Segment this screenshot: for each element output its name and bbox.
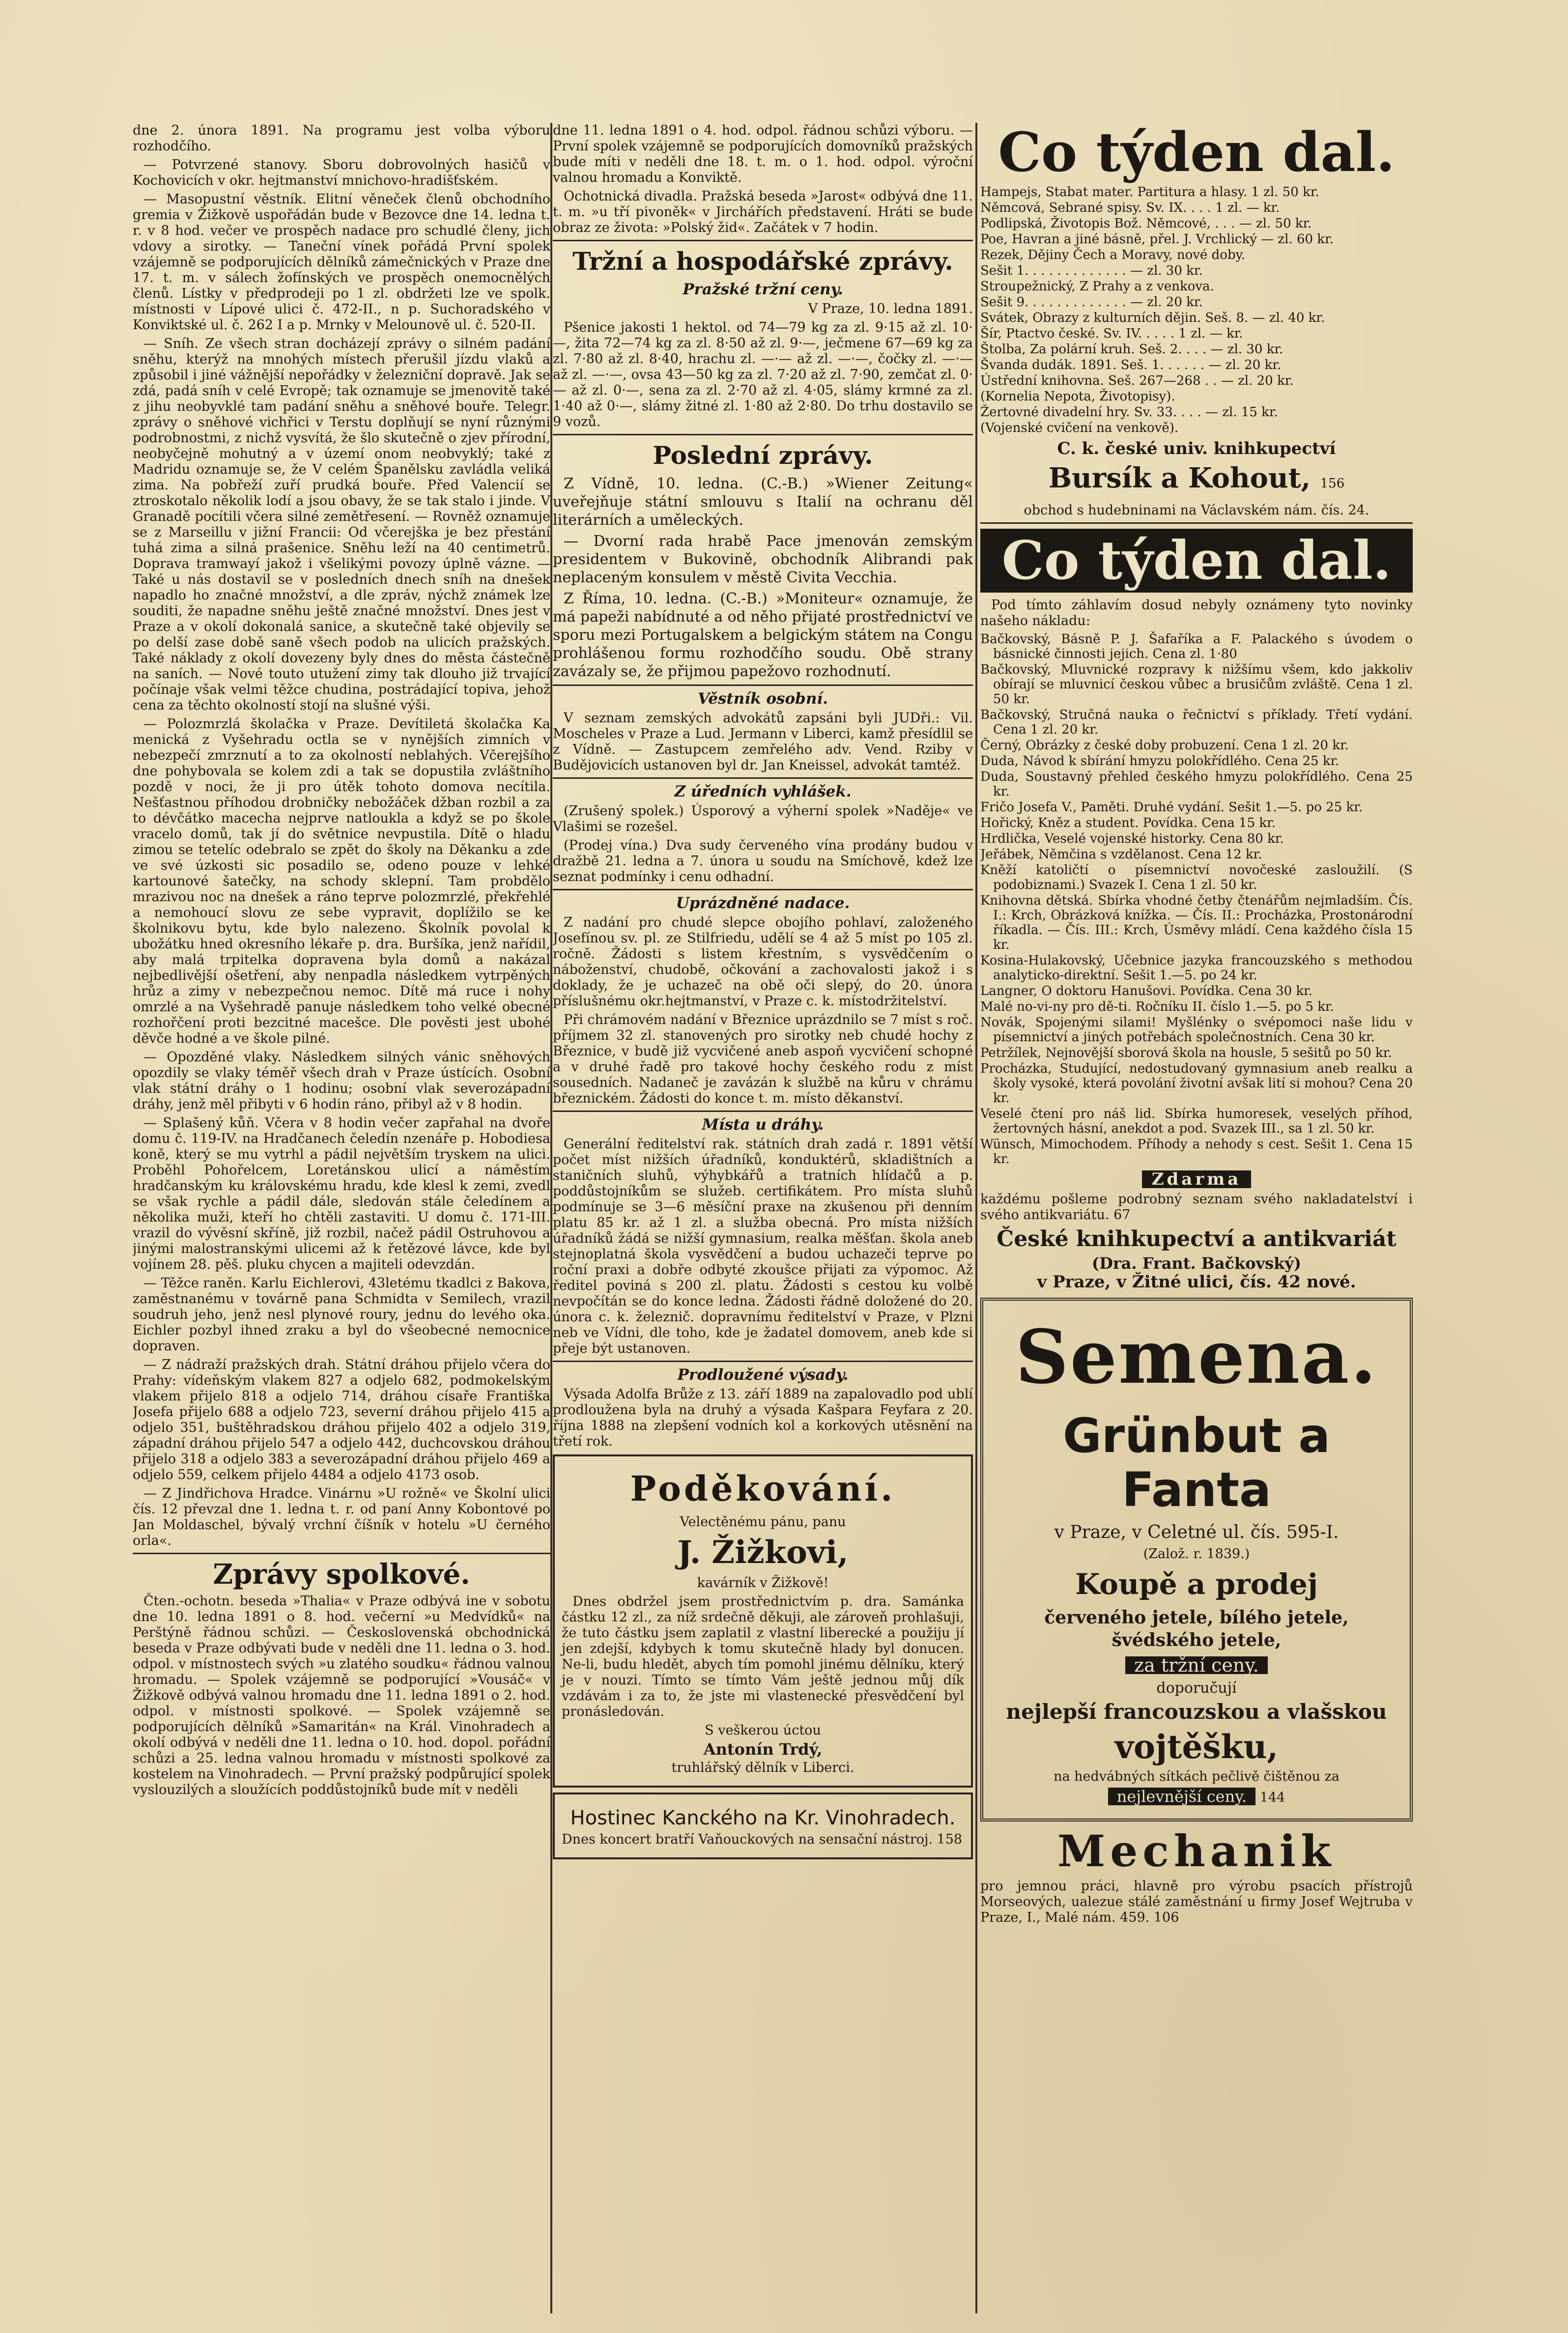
text-paragraph: — Masopustní věstník. Elitní věneček členů obchodního gremia v Žižkově uspořádán bude v Bezovce dne 14. ledna t. r. v 8 hod. večer ve prospěch nadace pro schudlé členy, jich vdovy a sirotky. — Taneční vínek pořádá První spolek vzájemně se podporujících dělníků zámečnických v Praze dne 17. t. m. v sálech žofínských ve prospěch onemocnělých členů. Lístky v předprodeji po 1 zl. obdržeti lze ve spolk. místnosti v Lípové ulici č. 472-II., n p. Suchoradského v Konviktské ul. č. 262 I a p. Mrnky v Melounově ul. č. 520-II. bbox=[133, 192, 550, 333]
ad-heading: Koupě a prodej bbox=[1075, 1567, 1318, 1601]
dateline: V Praze, 10. ledna 1891. bbox=[808, 301, 973, 316]
book-list-item: (Kornelia Nepota, Životopisy). bbox=[980, 389, 1175, 404]
text-paragraph: (Zrušený spolek.) Úsporový a výherní spolek »Naděje« ve Vlašimi se rozešel. bbox=[553, 803, 973, 834]
book-list-1 bbox=[980, 185, 1413, 435]
ad-number: 158 bbox=[937, 1832, 963, 1847]
ad-title bbox=[980, 462, 1413, 500]
text-paragraph: — Dvorní rada hrabě Pace jmenován zemským presidentem v Bukovině, obchodník Alibrandi pak neplaceným konsulem v městě Civita Vecchia. bbox=[553, 533, 973, 586]
book-list-item: Hampejs, Stabat mater. Partitura a hlasy. 1 zl. 50 kr. bbox=[980, 185, 1319, 199]
book-list-item: Procházka, Studující, nedostudovaný gymnasium aneb realku a školy vysoké, která povolání životní avšak lití si mohou? Cena 20 kr. bbox=[980, 1061, 1413, 1106]
section-divider bbox=[133, 1553, 550, 1554]
book-list-item: Štolba, Za polární kruh. Seš. 2. . . . — zl. 30 kr. bbox=[980, 342, 1283, 357]
book-list-item: Duda, Návod k sbírání hmyzu polokřídlého. Cena 25 kr. bbox=[980, 754, 1340, 768]
section-divider bbox=[553, 684, 973, 686]
section-heading: Zprávy spolkové. bbox=[213, 1558, 470, 1591]
book-list-item: Žertovné divadelní hry. Sv. 33. . . . — zl. 15 kr. bbox=[980, 405, 1278, 420]
text-paragraph: dne 11. ledna 1891 o 4. hod. odpol. řádnou schůzi výboru. — První spolek vzájemně se podporujících domovníků pražských bude míti v neděli dne 18. t. m. o 1. hod. odpol. výroční valnou hromadu a Konviktě. bbox=[553, 123, 973, 185]
sub-heading: Místa u dráhy. bbox=[702, 1116, 824, 1134]
book-list-item: Stroupežnický, Z Prahy a z venkova. bbox=[980, 279, 1214, 294]
sub-heading: Pražské tržní ceny. bbox=[683, 281, 843, 298]
section-heading: Poslední zprávy. bbox=[653, 441, 873, 470]
column-1 bbox=[133, 123, 550, 2313]
text-paragraph: — Z Jindřichova Hradce. Vinárnu »U rožně« ve Školní ulici čís. 12 převzal dne 1. ledna t. r. od paní Anny Kobontové po Jan Moldaschel, bývalý vrchní číšník v hotelu »U černého orla«. bbox=[133, 1486, 550, 1548]
ad-banner bbox=[980, 1170, 1413, 1189]
ad-title: Hostinec Kanckého na Kr. Vinohradech. bbox=[570, 1807, 956, 1829]
headline-co-tyden-dal-black: Co týden dal. bbox=[980, 529, 1413, 593]
book-list-2 bbox=[980, 632, 1413, 1166]
book-list-item: Fričo Josefa V., Paměti. Druhé vydání. Sešit 1.—5. po 25 kr. bbox=[980, 800, 1363, 815]
text-paragraph: Z Vídně, 10. ledna. (C.-B.) »Wiener Zeitung« uveřejňuje státní smlouvu s Italií na ochranu děl literárních a uměleckých. bbox=[553, 475, 973, 529]
ad-heading: vojtěšku, bbox=[1114, 1728, 1279, 1766]
book-list-item: Poe, Havran a jiné básně, přel. J. Vrchlický — zl. 60 kr. bbox=[980, 232, 1334, 247]
ad-title: Semena. bbox=[1015, 1314, 1378, 1400]
sub-heading: Prodloužené výsady. bbox=[677, 1366, 849, 1384]
book-list-item: Ústřední knihovna. Seš. 267—268 . . — zl. 20 kr. bbox=[980, 373, 1294, 388]
ad-text: truhlářský dělník v Liberci. bbox=[671, 1760, 855, 1775]
text-paragraph: — Z nádraží pražských drah. Státní dráhou přijelo včera do Prahy: vídeňským vlakem 827 a odjelo 682, podmokelským vlakem přijelo 818 a odjelo 714, dráhou císaře Františka Josefa přijelo 688 a odjelo 723, severní dráhou přijelo 415 a odjelo 351, buštěhradskou dráhou přijelo 402 a odjelo 319, západní dráhou přijelo 547 a odjelo 442, duchcovskou dráhou přijelo 318 a odjelo 383 a severozápadní dráhou přijelo 469 a odjelo 559, celkem přijelo 4484 a odjelo 4173 osob. bbox=[133, 1357, 550, 1482]
book-list-item: Duda, Soustavný přehled českého hmyzu polokřídlého. Cena 25 kr. bbox=[980, 769, 1413, 799]
book-list-item: Malé no-vi-ny pro dě-ti. Ročníku II. číslo 1.—5. po 5 kr. bbox=[980, 999, 1334, 1014]
ad-text bbox=[980, 1878, 1413, 1926]
ad-title: Poděkování. bbox=[630, 1468, 896, 1509]
ad-title-mechanik: Mechanik bbox=[1057, 1825, 1336, 1877]
ad-body: Dnes koncert bratří Vaňouckových na sensační nástroj. bbox=[562, 1832, 933, 1847]
book-list-item: Svátek, Obrazy z kulturních dějin. Seš. 8. — zl. 40 kr. bbox=[980, 311, 1325, 325]
column-rule-2 bbox=[975, 123, 977, 2313]
text-paragraph: Čten.-ochotn. beseda »Thalia« v Praze odbývá ine v sobotu dne 10. ledna 1891 o 8. hod. večerní »u Medvídků« na Perštýně řádnou schůzi. — Československá obchodnická beseda v Praze odbývati bude v neděli dne 11. ledna o 3. hod. odpol. v místnostech svých »u zlatého soudku« řádnou valnou hromadu. — Spolek vzájemně se podporující »Vousáč« v Žižkově odbývá valnou hromadu dne 11. ledna 1891 o 2. hod. odpol. v místnosti spolkové. — Spolek vzájemně se podporujících dělníků »Samaritán« na Král. Vinohradech a okolí odbývá v neděli dne 11. ledna o 10. hod. dopol. pořádní schůzi a 25. ledna valnou hromadu v místnosti spolkové za kostelem na Vinohradech. — První pražský podpůrující spolek vyslouzilých a sloužících poddůstojníků bude mít v neděli bbox=[133, 1593, 550, 1797]
ad-banner bbox=[993, 1656, 1400, 1676]
text-paragraph: — Polozmrzlá školačka v Praze. Devítiletá školačka Ka menická z Vyšehradu octla se v nynějších zimních v nebezpečí zmrznutí a to za okolností neblahých. Včerejšího dne pohybovala se kolem zdi a tak se dopustila zvláštního pozdě v noci, že ji pro útěk tohoto domova necítila. Nešťastnou příhodou drobničky nebožáček džban rozbil a za to dévčátko macecha nejprve natloukla a když se po škole vracelo domů, tak jí do světnice nevpustila. Dítě o hladu zimou se tetelíc odebralo se zpět do školy na Děkanku a zde ve své úzkosti sic posadilo se, odeno pouze v lehké kartounové šatečky, na schody sklepní. Tam probdělo mrazivou noc na dnešek a ráno teprve polozmrzlé, překřehlé a nemohoucí slovu ze sebe vypravit, doplížilo se ke školnikovu bytu, kde bylo nalezeno. Školník povolal k ubožátku hned okresního lékaře p. dra. Buršíka, jenž nařídil, aby malá trpitelka dopravena byla domů a nakázal nejbedlivější ošetření, aby nenpadla následkem vytrpěných hrůz a zimy v nebezpečnou nemoc. Dítě má ruce i nohy omrzlé a na Vyšehradě panuje následkem toho velké obecné rozhořčení proti bezcitné macešce. Dle pověsti jest ubohé děvče hodné a ve škole pilné. bbox=[133, 716, 550, 1046]
text-paragraph: Z nadání pro chudé slepce obojího pohlaví, založeného Josefínou sv. pl. ze Stilfriedu, udělí se 4 až 5 míst po 105 zl. ročně. Žádosti s listem křestním, s vysvědčením o náboženství, chudobě, očkování a zachovalosti jakož i s doklady, že je uchazeč na obě oči slepý, do 20. února příslušnému okr.hejtmanství, v Praze c. k. místodržitelství. bbox=[553, 915, 973, 1009]
book-list-item: Novák, Spojenými silami! Myšlénky o svépomoci naše lidu v písemnictví a jiných potřebách společnostních. Cena 30 kr. bbox=[980, 1015, 1413, 1045]
section-divider bbox=[553, 889, 973, 890]
ad-text: Velectěnému pánu, panu bbox=[680, 1514, 846, 1530]
ad-signature: Antonín Trdý, bbox=[703, 1740, 823, 1759]
ad-address: v Praze, v Žitné ulici, čís. 42 nové. bbox=[1037, 1272, 1356, 1292]
section-heading: Tržní a hospodářské zprávy. bbox=[572, 247, 953, 276]
section-divider bbox=[553, 240, 973, 241]
text-paragraph: Při chrámovém nadání v Březnice uprázdnilo se 7 míst s roč. příjmem 32 zl. stanovených pro sirotky neb chudé hochy z Březnice, v budě již vycvičené aneb aspoň vycvičení schopné a v druhé řadě pro takové hochy českého rodu z míst sousedních. Nadaneč je zavázán k službě na kůru v chrámu březnickém. Žádosti do konce t. m. místo děkanství. bbox=[553, 1012, 973, 1106]
book-list-item: Hořický, Kněz a student. Povídka. Cena 15 kr. bbox=[980, 816, 1276, 830]
book-list-item: Černý, Obrázky z české doby probuzení. Cena 1 zl. 20 kr. bbox=[980, 738, 1349, 753]
text-paragraph: — Těžce raněn. Karlu Eichlerovi, 43letému tkadlci z Bakova, zaměstnanému v továrně pana Schmidta v Semilech, vrazil soudruh jeho, jenž nesl plynové roury, jednu do levého oka. Eichler pozbyl ihned zraku a byl do všeobecné nemocnice dopraven. bbox=[133, 1276, 550, 1354]
section-divider bbox=[553, 434, 973, 435]
text-paragraph: — Potvrzené stanovy. Sboru dobrovolných hasičů v Kochovicích v okr. hejtmanství mnichovo-hradišťském. bbox=[133, 157, 550, 188]
ad-text: obchod s hudebninami na Václavském nám. čís. 24. bbox=[1024, 503, 1369, 518]
ad-name: J. Žižkovi, bbox=[677, 1534, 849, 1571]
text-paragraph: Z Říma, 10. ledna. (C.-B.) »Moniteur« oznamuje, že má papeži nabídnuté a od něho přijaté prostřednictví ve sporu mezi Portugalskem a belgickým státem na Congu prohlášenou formu rozhodčího soudu. Obě strany zavázaly se, že přijmou papežovo rozhodnutí. bbox=[553, 590, 973, 680]
section-divider bbox=[553, 777, 973, 779]
column-2 bbox=[553, 123, 973, 2313]
book-list-item: Sešit 9. . . . . . . . . . . . . — zl. 20 kr. bbox=[980, 295, 1203, 310]
ad-text: (Založ. r. 1839.) bbox=[1143, 1546, 1250, 1562]
book-list-item: Bačkovský, Stručná nauka o řečnictví s příklady. Třetí vydání. Cena 1 zl. 20 kr. bbox=[980, 708, 1413, 737]
text-paragraph: — Splašený kůň. Včera v 8 hodin večer zapřahal na dvoře domu č. 119-IV. na Hradčanech čeledín nzenáře p. Hobodiesa koně, který se mu vytrhl a pádil největším tryskem na ulici. Proběhl Pohořelcem, Loretánskou ulicí a náměstím hradčanským ku královskému hradu, kde klesl k zemi, zvedl se však rychle a pádil dále, sledován stále čeledínem a několika muži, kteří ho chtěli zastaviti. U domu č. 171-III. vrazil do vývěsní skříně, již rozbil, načež pádil Ostruhovou a jinými malostranskými ulicemi až k řetězové lávce, kde byl vojínem 28. pěš. pluku chycen a majiteli odevzdán. bbox=[133, 1115, 550, 1272]
section-divider bbox=[553, 1110, 973, 1112]
ad-banner-text: nejlevnější ceny. bbox=[1108, 1788, 1255, 1805]
column-3 bbox=[980, 123, 1413, 2313]
book-list-item: Švanda dudák. 1891. Seš. 1. . . . . . — zl. 20 kr. bbox=[980, 358, 1282, 372]
text-paragraph: V seznam zemských advokátů zapsáni byli JUDři.: Vil. Moscheles v Praze a Lud. Jermann v Liberci, kamž přesídlil se z Vídně. — Zastupcem zemřelého adv. Vend. Rziby v Budějovicích ustanoven byl dr. Jan Kneissel, advokát tamtéž. bbox=[553, 711, 973, 773]
book-list-item: Kosina-Hulakovský, Učebnice jazyka francouzského s methodou analyticko-direktní. Sešit 1.—5. po 24 kr. bbox=[980, 953, 1413, 983]
book-list-item: Podlipská, Životopis Bož. Němcové, . . . — zl. 50 kr. bbox=[980, 216, 1312, 231]
ad-text: C. k. české univ. knihkupectví bbox=[1057, 439, 1336, 458]
book-list-item: Bačkovský, Mluvnické rozpravy k nižšímu všem, kdo jakkoliv obírají se mluvnicí českou vůbec a brusičům zvláště. Cena 1 zl. 50 kr. bbox=[980, 662, 1413, 707]
sub-heading: Z úředních vyhlášek. bbox=[674, 783, 852, 800]
book-list-item: Bačkovský, Básně P. J. Šafaříka a F. Palackého s úvodem o básnické činnosti jejich. Cena zl. 1·80 bbox=[980, 632, 1413, 661]
ad-text: S veškerou úctou bbox=[705, 1723, 821, 1738]
ad-number: 106 bbox=[1153, 1910, 1179, 1925]
book-list-item: Petržílek, Nejnovější sborová škola na housle, 5 sešitů po 50 kr. bbox=[980, 1046, 1392, 1060]
section-divider bbox=[553, 1361, 973, 1362]
book-list-item: Veselé čtení pro náš lid. Sbírka humoresek, veselých příhod, žertovných hásní, anekdot a pod. Svazek III., sa 1 zl. 50 kr. bbox=[980, 1107, 1413, 1136]
book-list-item: Hrdlička, Veselé vojenské historky. Cena 80 kr. bbox=[980, 831, 1284, 846]
ad-firm: Grünbut a Fanta bbox=[1063, 1408, 1330, 1517]
ad-text: na hedvábných sítkách pečlivě čištěnou za bbox=[1054, 1769, 1340, 1784]
text-paragraph: Pšenice jakosti 1 hektol. od 74—79 kg za zl. 9·15 až zl. 10·—, žita 72—74 kg za zl. 8·50 až zl. 9·—, ječmene 67—69 kg za zl. 7·80 až zl. 8·40, hrachu zl. —·— až zl. —·—, čočky zl. —·— až zl. —·—, ovsa 43—50 kg za zl. 7·20 až zl. 7·90, zemčat zl. 0·— až zl. 0·—, sena za zl. 2·70 až zl. 4·05, slámy krmné za zl. 1·40 až 0·—, slámy žitné zl. 1·80 až 2·80. Do trhu dostavilo se 9 vozů. bbox=[553, 320, 973, 429]
sub-heading: Věstník osobní. bbox=[698, 690, 828, 708]
book-list-item: Sešit 1. . . . . . . . . . . . . — zl. 30 kr. bbox=[980, 263, 1203, 278]
book-list-item: Langner, O doktoru Hanušovi. Povídka. Cena 30 kr. bbox=[980, 984, 1313, 998]
section-divider bbox=[980, 522, 1413, 524]
text-paragraph: dne 2. února 1891. Na programu jest volba výboru rozhodčího. bbox=[133, 123, 550, 154]
book-list-item: Němcová, Sebrané spisy. Sv. IX. . . . 1 zl. — kr. bbox=[980, 200, 1280, 215]
headline-co-tyden-dal: Co týden dal. bbox=[998, 123, 1395, 184]
text-paragraph: Výsada Adolfa Brůže z 13. září 1889 na zapalovadlo pod ublí prodloužena byla na druhý a výsada Kašpara Feyfara z 20. října 1888 na zlepšení vodních kol a korkových utěsnění na třetí rok. bbox=[553, 1387, 973, 1449]
ad-banner bbox=[993, 1788, 1400, 1806]
ad-title: České knihkupectví a antikvariát bbox=[997, 1226, 1397, 1252]
text-paragraph: (Prodej vína.) Dva sudy červeného vína prodány budou v dražbě 21. ledna a 7. února u soudu na Smíchově, kdež lze seznat podmínky i cenu odhadní. bbox=[553, 838, 973, 884]
ad-text bbox=[980, 1192, 1413, 1223]
ad-text: nejlepší francouzskou a vlašskou bbox=[1006, 1700, 1387, 1724]
zdarma-banner: Zdarma bbox=[1142, 1170, 1252, 1188]
sub-heading: Uprázdněné nadace. bbox=[676, 894, 850, 912]
column-rule-1 bbox=[550, 123, 552, 2313]
book-list-item: Jeřábek, Němčina s vzdělanost. Cena 12 kr. bbox=[980, 847, 1262, 862]
book-list-item: Knihovna dětská. Sbírka vhodné četby čtenářům nejmladším. Čís. I.: Krch, Obrázková knížka. — Čís. II.: Procházka, Prostonárodní říkadla. — Čís. III.: Krch, Úsměvy mládí. Cena každého čísla 15 kr. bbox=[980, 893, 1413, 952]
ad-number: 156 bbox=[1320, 476, 1345, 491]
ad-address: v Praze, v Celetné ul. čís. 595-I. bbox=[1054, 1522, 1339, 1542]
ad-text: doporučují bbox=[1156, 1679, 1237, 1697]
ad-text: červeného jetele, bílého jetele, švédského jetele, bbox=[1044, 1607, 1349, 1650]
ad-name: Bursík a Kohout, bbox=[1048, 462, 1311, 494]
text-paragraph: — Sníh. Ze všech stran docházejí zprávy o silném padání sněhu, kterýž na mnohých místech přerušil jízdu vlaků a způsobil i jiné vážnější nepořádky v železniční dopravě. Jak se zdá, padá sníh v celé Evropě; tak oznamuje se jmenovitě také z jihu neobyvklé tam padání sněhu a sněhové bouře. Telegr. zprávy o sněhové vichřici v Terstu doplňují se nyní různými podrobnostmi, z nichž vysvítá, že šlo skutečně o zjev přírodní, neobyčejně mohutný a v území onom neobvyklý; také z Madridu oznamuje se, že V celém Španělsku zavládla veliká zima. Na pobřeží zuří prudká bouře. Před Valencií se ztroskotalo několik lodí a jsou obavy, že se tak stalo i jinde. V Granadě pocítili včera silné zemětřesení. — Rovněž oznamuje se z Marseillu v jižní Francii: Od včerejška je bez přestání tuhá zima a silná prašenice. Sněhu leží na 40 centimetrů. Doprava tramwayí jakož i všelikými povozy úplně vázne. — Také u nás dostavil se v posledních dnech sníh na dnešek napadlo ho značné množství, a dle zpráv, nýchž známek lze souditi, že napadne sněhu ještě značné množství. Dnes jest v Praze a v okolí dokonalá sanice, a skutečně také objevily se po delší zase době saně všech podob na ulicích pražských. Také náklady z okolí dovezeny byly dnes do města částečně na saních. — Nové touto utužení zimy tak dlouho již trvající počínaje však velmi těžce chudina, postrádající topiva, jehož cena za těchto okolností stojí na slušné výši. bbox=[133, 336, 550, 713]
book-list-item: Šír, Ptactvo české. Sv. IV. . . . . 1 zl. — kr. bbox=[980, 326, 1243, 341]
ad-banner-text: za tržní ceny. bbox=[1125, 1656, 1268, 1674]
ad-text: kavárník v Žižkově! bbox=[697, 1575, 829, 1591]
ad-text: Pod tímto záhlavím dosud nebyly oznámeny tyto novinky našeho nákladu: bbox=[980, 597, 1413, 628]
text-paragraph: Ochotnická divadla. Pražská beseda »Jarost« odbývá dne 11. t. m. »u tří pivoněk« v Jirchářích představení. Hráti se bude obraz ze života: »Polský žid«. Začátek v 7 hodin. bbox=[553, 189, 973, 235]
ad-text: Dnes obdržel jsem prostřednictvím p. dra. Samánka částku 12 zl., za níž srdečně děkuji, ale zároveň prohlašuji, že tuto částku jsem zaplatil z vlastní liberecké a použiju jí jen zdejší, kdybych k tomu skutečně hlady byl donucen. Ne-li, budu hledět, abych tím pomohl jinému dělníku, který je v nouzi. Tímto se tímto Vám ještě jednou můj dík vzdávám i za to, že jste mi vlastenecké přesvědčení byl pronásledován. bbox=[562, 1594, 964, 1719]
advertisement-thanks bbox=[553, 1454, 973, 1788]
ad-text: (Dra. Frant. Bačkovský) bbox=[1091, 1254, 1302, 1273]
book-list-item: Kněží katoličtí o písemnictví novočeské zasloužilí. (S podobiznami.) Svazek I. Cena 1 zl. 50 kr. bbox=[980, 863, 1413, 892]
ad-body: pro jemnou práci, hlavně pro výrobu psacích přístrojů Morseových, ualezue stálé zaměstnání u firmy Josef Wejtruba v Praze, I., Malé nám. 459. bbox=[980, 1878, 1413, 1925]
book-list-item: Rezek, Dějiny Čech a Moravy, nové doby. bbox=[980, 248, 1246, 262]
ad-body: každému pošleme podrobný seznam svého nakladatelství i svého antikvariátu. bbox=[980, 1192, 1413, 1223]
text-paragraph: — Opozděné vlaky. Následkem silných vánic sněhových opozdily se vlaky téměř všech drah v Praze ústících. Osobní vlak státní dráhy o 1 hodinu; osobní vlak severozápadní dráhy, jenž měl přibyti v 6 hodin ráno, přibyl až v 8 hodin. bbox=[133, 1050, 550, 1112]
book-list-item: Wünsch, Mimochodem. Příhody a nehody s cest. Sešit 1. Cena 15 kr. bbox=[980, 1137, 1413, 1166]
ad-text bbox=[562, 1832, 964, 1848]
book-list-item: (Vojenské cvičení na venkově). bbox=[980, 421, 1179, 435]
text-paragraph: Generální ředitelství rak. státních drah zadá r. 1891 větší počet míst nižších úřadníků, konduktérů, skladištních a staničních sluhů, výhybkářů a tratních hlídačů a p. poddůstojníkům se služeb. certifikátem. Pro místa sluhů podmínuje se 3—6 měsíční praxe na zkušenou při denním platu 85 kr. až 1 zl. a služba obecná. Pro místa nižších úřadníků žádá se nižší gymnasium, realka měšťan. škola aneb stejnoplatná škola vysvědčení a budou uchazeči teprve po roční praxi a dobře odbyté zkoušce přijati za výpomoc. Až ředitel poviná s 200 zl. platu. Žádosti s cestou ku volbě nevpočítán se do konce ledna. Žádosti řádně doložené do 20. února c. k. železnič. dopravnímu ředitelství v Praze, v Plzni neb ve Vídni, dle toho, kde je žadatel domovem, aneb kde si přeje být ustanoven. bbox=[553, 1137, 973, 1356]
advertisement-semena bbox=[980, 1298, 1413, 1821]
ad-number: 144 bbox=[1259, 1790, 1285, 1805]
advertisement-hostinec bbox=[553, 1792, 973, 1859]
ad-number: 67 bbox=[1113, 1207, 1131, 1223]
